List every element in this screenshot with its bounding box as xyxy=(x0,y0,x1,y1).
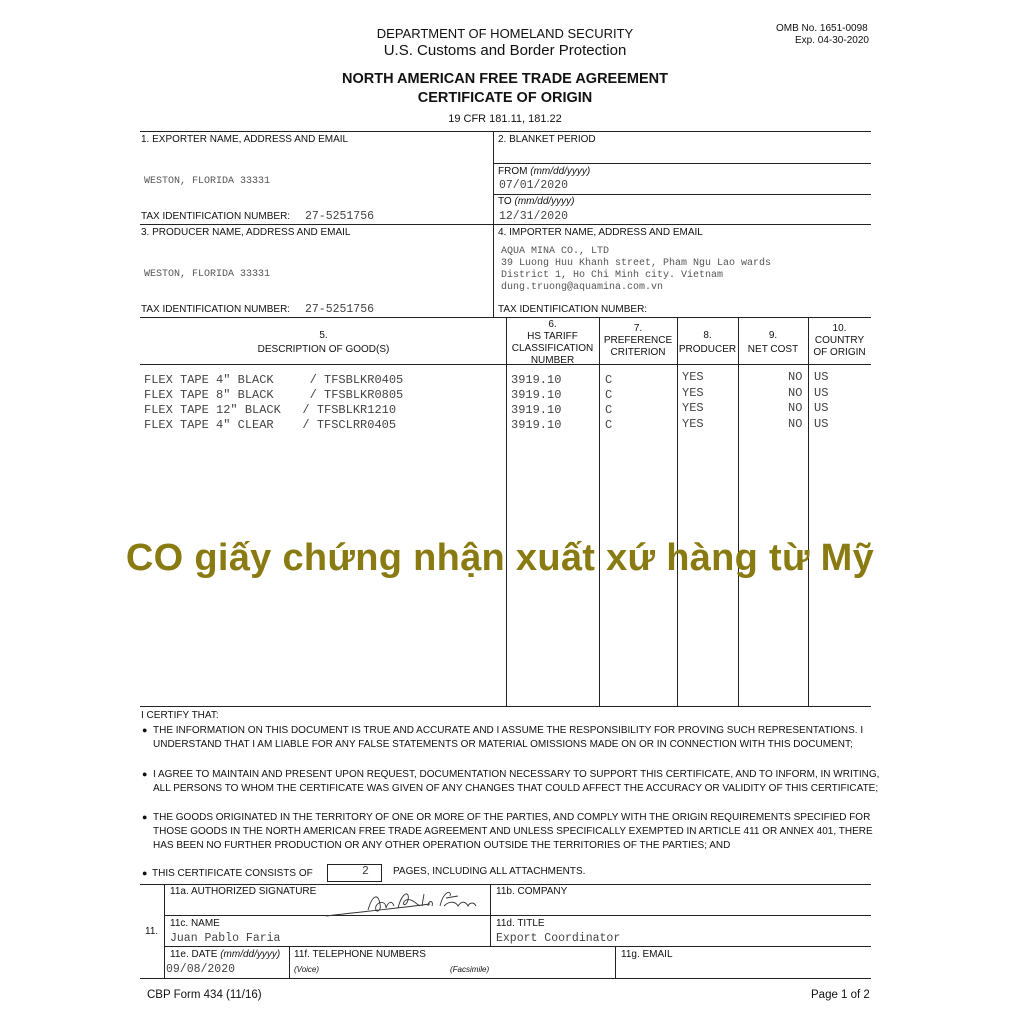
producer-tax-label: TAX IDENTIFICATION NUMBER: xyxy=(141,304,291,315)
goods-row-4-producer[interactable]: YES xyxy=(682,417,704,431)
bullet-3: ● xyxy=(142,812,148,822)
col5-header xyxy=(141,330,506,356)
cfr-reference: 19 CFR 181.11, 181.22 xyxy=(448,113,562,125)
col7-number: 7. xyxy=(633,323,643,334)
watermark-caption: CO giấy chứng nhận xuất xứ hàng từ Mỹ xyxy=(125,537,875,579)
pages-suffix: PAGES, INCLUDING ALL ATTACHMENTS. xyxy=(393,866,586,877)
col6-title-3: NUMBER xyxy=(530,355,575,366)
rule-section3 xyxy=(140,224,871,225)
from-label: FROM xyxy=(498,166,528,177)
blanket-from-label xyxy=(498,166,590,177)
expiration-date: Exp. 04-30-2020 xyxy=(795,35,869,46)
rule-col10 xyxy=(808,317,809,706)
certify-statement-1: THE INFORMATION ON THIS DOCUMENT IS TRUE AND ACCURATE AND I ASSUME THE RESPONSIBILITY FOR PROVING SUCH REPRESENTATIONS. I UNDERSTAND THAT I AM LIABLE FOR ANY FALSE STATEMENTS OR MATERIAL OMISSIONS MADE ON OR IN CONNECTION WITH THIS DOCUMENT; xyxy=(153,725,864,750)
col8-number: 8. xyxy=(703,330,712,341)
bullet-1: ● xyxy=(142,725,148,735)
col9-title: NET COST xyxy=(747,344,799,355)
rule-top xyxy=(140,131,871,132)
rule-sig-left xyxy=(164,884,165,978)
bullet-4: ● xyxy=(142,868,148,878)
goods-row-2-netcost[interactable]: NO xyxy=(788,386,803,400)
rule-col8 xyxy=(677,317,678,706)
pages-count-value[interactable]: 2 xyxy=(362,865,369,878)
importer-label: 4. IMPORTER NAME, ADDRESS AND EMAIL xyxy=(498,227,703,238)
page-number: Page 1 of 2 xyxy=(811,989,870,1001)
rule-goods-bottom xyxy=(140,706,871,707)
omb-number: OMB No. 1651-0098 xyxy=(776,23,868,34)
goods-row-4-criterion[interactable]: C xyxy=(605,418,613,432)
col8-header xyxy=(677,330,738,356)
col6-header xyxy=(506,319,599,367)
producer-address[interactable]: WESTON, FLORIDA 33331 xyxy=(144,269,271,280)
goods-row-4-desc[interactable]: FLEX TAPE 4" CLEAR / TFSCLRR0405 xyxy=(144,418,397,432)
importer-line1[interactable]: AQUA MINA CO., LTD xyxy=(501,246,610,257)
col7-header xyxy=(599,323,677,359)
phone-label: 11f. TELEPHONE NUMBERS xyxy=(294,949,426,960)
pages-prefix: THIS CERTIFICATE CONSISTS OF xyxy=(152,868,313,879)
goods-row-3-hs[interactable]: 3919.10 xyxy=(511,403,562,417)
to-label: TO xyxy=(498,196,512,207)
title-value[interactable]: Export Coordinator xyxy=(496,932,621,945)
goods-row-1-netcost[interactable]: NO xyxy=(788,370,803,384)
importer-tax-label: TAX IDENTIFICATION NUMBER: xyxy=(498,304,648,315)
col7-title-1: PREFERENCE xyxy=(603,335,673,346)
certify-heading: I CERTIFY THAT: xyxy=(141,710,219,721)
goods-row-4-country[interactable]: US xyxy=(814,417,829,431)
certify-statement-3: THE GOODS ORIGINATED IN THE TERRITORY OF ONE OR MORE OF THE PARTIES, AND COMPLY WITH THE ORIGIN REQUIREMENTS SPECIFIED FOR THOSE GOODS IN THE NORTH AMERICAN FREE TRADE AGREEMENT AND UNLESS SPECIFICALLY EXEMPTED IN ARTICLE 411 OR ANNEX 401, THERE HAS BEEN NO FURTHER PRODUCTION OR ANY OTHER OPERATION OUTSIDE THE TERRITORIES OF THE PARTIES; AND xyxy=(153,812,873,851)
signature-label: 11a. AUTHORIZED SIGNATURE xyxy=(170,886,317,897)
goods-row-3-producer[interactable]: YES xyxy=(682,401,704,415)
exporter-label: 1. EXPORTER NAME, ADDRESS AND EMAIL xyxy=(141,134,349,145)
fax-label: (Facsimile) xyxy=(450,965,490,974)
rule-to xyxy=(493,194,871,195)
company-label: 11b. COMPANY xyxy=(496,886,568,897)
voice-label: (Voice) xyxy=(294,965,320,974)
to-format: (mm/dd/yyyy) xyxy=(514,196,575,207)
goods-row-2-hs[interactable]: 3919.10 xyxy=(511,388,562,402)
rule-sig-bottom xyxy=(140,978,871,979)
producer-label: 3. PRODUCER NAME, ADDRESS AND EMAIL xyxy=(141,227,351,238)
importer-line2[interactable]: 39 Luong Huu Khanh street, Pham Ngu Lao wards xyxy=(501,258,772,269)
from-format: (mm/dd/yyyy) xyxy=(530,166,591,177)
goods-row-2-desc[interactable]: FLEX TAPE 8" BLACK / TFSBLKR0805 xyxy=(144,388,404,402)
importer-line4[interactable]: dung.truong@aquamina.com.vn xyxy=(501,282,664,293)
rule-from xyxy=(493,163,871,164)
blanket-period-label: 2. BLANKET PERIOD xyxy=(498,134,596,145)
date-format: (mm/dd/yyyy) xyxy=(220,949,281,960)
col8-title: PRODUCER xyxy=(678,344,737,355)
goods-row-4-netcost[interactable]: NO xyxy=(788,417,803,431)
goods-row-1-hs[interactable]: 3919.10 xyxy=(511,373,562,387)
rule-sig-email xyxy=(615,946,616,978)
rule-sig-date xyxy=(164,946,871,947)
goods-row-3-netcost[interactable]: NO xyxy=(788,401,803,415)
col9-number: 9. xyxy=(768,330,778,341)
rule-col6 xyxy=(506,317,507,706)
date-label-text: 11e. DATE xyxy=(170,949,218,960)
name-label: 11c. NAME xyxy=(170,918,220,929)
importer-line3[interactable]: District 1, Ho Chi Minh city. Vietnam xyxy=(501,270,724,281)
rule-col9 xyxy=(738,317,739,706)
col10-header xyxy=(808,323,871,359)
goods-row-2-criterion[interactable]: C xyxy=(605,388,613,402)
rule-sig-top xyxy=(140,884,871,885)
pages-count-box[interactable] xyxy=(327,864,382,882)
col7-title-2: CRITERION xyxy=(610,347,666,358)
handwritten-signature[interactable] xyxy=(320,886,480,920)
exporter-tax-label: TAX IDENTIFICATION NUMBER: xyxy=(141,211,291,222)
form-title: NORTH AMERICAN FREE TRADE AGREEMENT xyxy=(342,71,668,87)
email-label: 11g. EMAIL xyxy=(621,949,673,960)
col6-title-1: HS TARIFF xyxy=(527,331,578,342)
bullet-2: ● xyxy=(142,769,148,779)
col6-number: 6. xyxy=(548,319,557,330)
certify-statement-2: I AGREE TO MAINTAIN AND PRESENT UPON REQUEST, DOCUMENTATION NECESSARY TO SUPPORT THIS CERTIFICATE, AND TO INFORM, IN WRITING, ALL PERSONS TO WHOM THE CERTIFICATE WAS GIVEN OF ANY CHANGES THAT COULD AFFECT THE ACCURACY OR VALIDITY OF THIS CERTIFICATE; xyxy=(153,769,880,794)
col5-title: DESCRIPTION OF GOOD(S) xyxy=(257,344,390,355)
goods-row-1-criterion[interactable]: C xyxy=(605,373,613,387)
goods-row-2-country[interactable]: US xyxy=(814,386,829,400)
goods-row-1-desc[interactable]: FLEX TAPE 4" BLACK / TFSBLKR0405 xyxy=(144,373,404,387)
goods-row-1-producer[interactable]: YES xyxy=(682,370,704,384)
name-value[interactable]: Juan Pablo Faria xyxy=(170,932,281,945)
title-label: 11d. TITLE xyxy=(496,918,545,929)
goods-row-1-country[interactable]: US xyxy=(814,370,829,384)
exporter-tax-value[interactable]: 27-5251756 xyxy=(305,210,375,223)
blanket-from-value[interactable]: 07/01/2020 xyxy=(499,179,569,192)
section-11-number: 11. xyxy=(145,926,159,937)
date-label xyxy=(170,949,280,960)
goods-row-3-country[interactable]: US xyxy=(814,401,829,415)
col10-number: 10. xyxy=(832,323,847,334)
blanket-to-label xyxy=(498,196,575,207)
form-subtitle: CERTIFICATE OF ORIGIN xyxy=(417,90,593,106)
col9-header xyxy=(738,330,808,356)
rule-col7 xyxy=(599,317,600,706)
exporter-address[interactable]: WESTON, FLORIDA 33331 xyxy=(144,176,271,187)
col10-title-1: COUNTRY xyxy=(814,335,865,346)
goods-row-4-hs[interactable]: 3919.10 xyxy=(511,418,562,432)
blanket-to-value[interactable]: 12/31/2020 xyxy=(499,210,569,223)
rule-sig-name xyxy=(164,915,871,916)
col6-title-2: CLASSIFICATION xyxy=(511,343,594,354)
form-number: CBP Form 434 (11/16) xyxy=(147,989,262,1001)
agency-name: U.S. Customs and Border Protection xyxy=(383,42,627,59)
goods-row-2-producer[interactable]: YES xyxy=(682,386,704,400)
producer-tax-value[interactable]: 27-5251756 xyxy=(305,303,375,316)
goods-row-3-criterion[interactable]: C xyxy=(605,403,613,417)
goods-row-3-desc[interactable]: FLEX TAPE 12" BLACK / TFSBLKR1210 xyxy=(144,403,397,417)
department-name: DEPARTMENT OF HOMELAND SECURITY xyxy=(376,26,634,41)
col5-number: 5. xyxy=(319,330,328,341)
date-value[interactable]: 09/08/2020 xyxy=(166,963,236,976)
rule-sig-phone xyxy=(289,946,290,978)
col10-title-2: OF ORIGIN xyxy=(813,347,866,358)
